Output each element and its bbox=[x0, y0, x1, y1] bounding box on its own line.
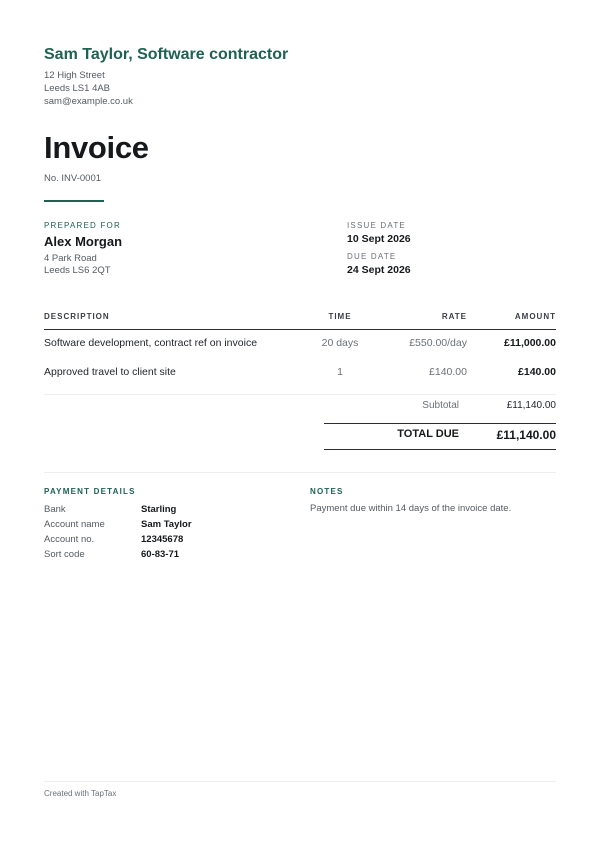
payment-bank-value: Starling bbox=[141, 504, 177, 515]
issue-date-label: ISSUE DATE bbox=[347, 221, 406, 230]
subtotal-label: Subtotal bbox=[422, 400, 459, 411]
table-bottom-rule bbox=[44, 394, 556, 395]
column-header-time: TIME bbox=[328, 312, 352, 321]
subtotal-value: £11,140.00 bbox=[506, 400, 556, 411]
row-rate: £140.00 bbox=[429, 366, 467, 378]
invoice-number: No. INV-0001 bbox=[44, 173, 102, 184]
column-header-rate: RATE bbox=[441, 312, 467, 321]
footer-credit: Created with TapTax bbox=[44, 789, 117, 798]
payment-details-label: PAYMENT DETAILS bbox=[44, 487, 136, 496]
payment-sort-code-value: 60-83-71 bbox=[141, 549, 180, 560]
sender-email: sam@example.co.uk bbox=[44, 96, 133, 107]
client-name: Alex Morgan bbox=[44, 234, 123, 249]
row-amount: £11,000.00 bbox=[504, 337, 556, 349]
due-date-label: DUE DATE bbox=[347, 252, 397, 261]
payment-account-name-label: Account name bbox=[44, 519, 105, 530]
total-due-label: TOTAL DUE bbox=[397, 428, 459, 440]
payment-bank-label: Bank bbox=[44, 504, 66, 515]
payment-account-no-label: Account no. bbox=[44, 534, 95, 545]
total-top-rule bbox=[324, 423, 556, 424]
notes-label: NOTES bbox=[310, 487, 344, 496]
payment-account-name-value: Sam Taylor bbox=[141, 519, 192, 530]
sender-name: Sam Taylor, Software contractor bbox=[44, 46, 289, 63]
payment-sort-code-label: Sort code bbox=[44, 549, 85, 560]
accent-divider bbox=[44, 200, 104, 202]
row-amount: £140.00 bbox=[518, 366, 556, 378]
column-header-amount: AMOUNT bbox=[514, 312, 556, 321]
row-time: 20 days bbox=[321, 337, 359, 349]
due-date-value: 24 Sept 2026 bbox=[347, 264, 411, 276]
row-rate: £550.00/day bbox=[409, 337, 467, 349]
sender-address-line1: 12 High Street bbox=[44, 70, 105, 81]
sender-address-line2: Leeds LS1 4AB bbox=[44, 83, 111, 94]
column-header-description: DESCRIPTION bbox=[44, 312, 110, 321]
total-due-value: £11,140.00 bbox=[496, 428, 556, 442]
total-bottom-rule bbox=[324, 449, 556, 450]
payment-account-no-value: 12345678 bbox=[141, 534, 184, 545]
client-address-line1: 4 Park Road bbox=[44, 253, 97, 264]
row-time: 1 bbox=[337, 366, 343, 378]
notes-text: Payment due within 14 days of the invoice date. bbox=[310, 503, 512, 514]
invoice-title: Invoice bbox=[44, 130, 149, 165]
invoice-page bbox=[44, 0, 556, 849]
prepared-for-label: PREPARED FOR bbox=[44, 221, 121, 230]
row-description: Software development, contract ref on invoice bbox=[44, 337, 258, 349]
footer-rule bbox=[44, 781, 556, 782]
section-divider bbox=[44, 472, 556, 473]
client-address-line2: Leeds LS6 2QT bbox=[44, 265, 111, 276]
issue-date-value: 10 Sept 2026 bbox=[347, 233, 411, 245]
table-header-rule bbox=[44, 329, 556, 330]
row-description: Approved travel to client site bbox=[44, 366, 176, 378]
